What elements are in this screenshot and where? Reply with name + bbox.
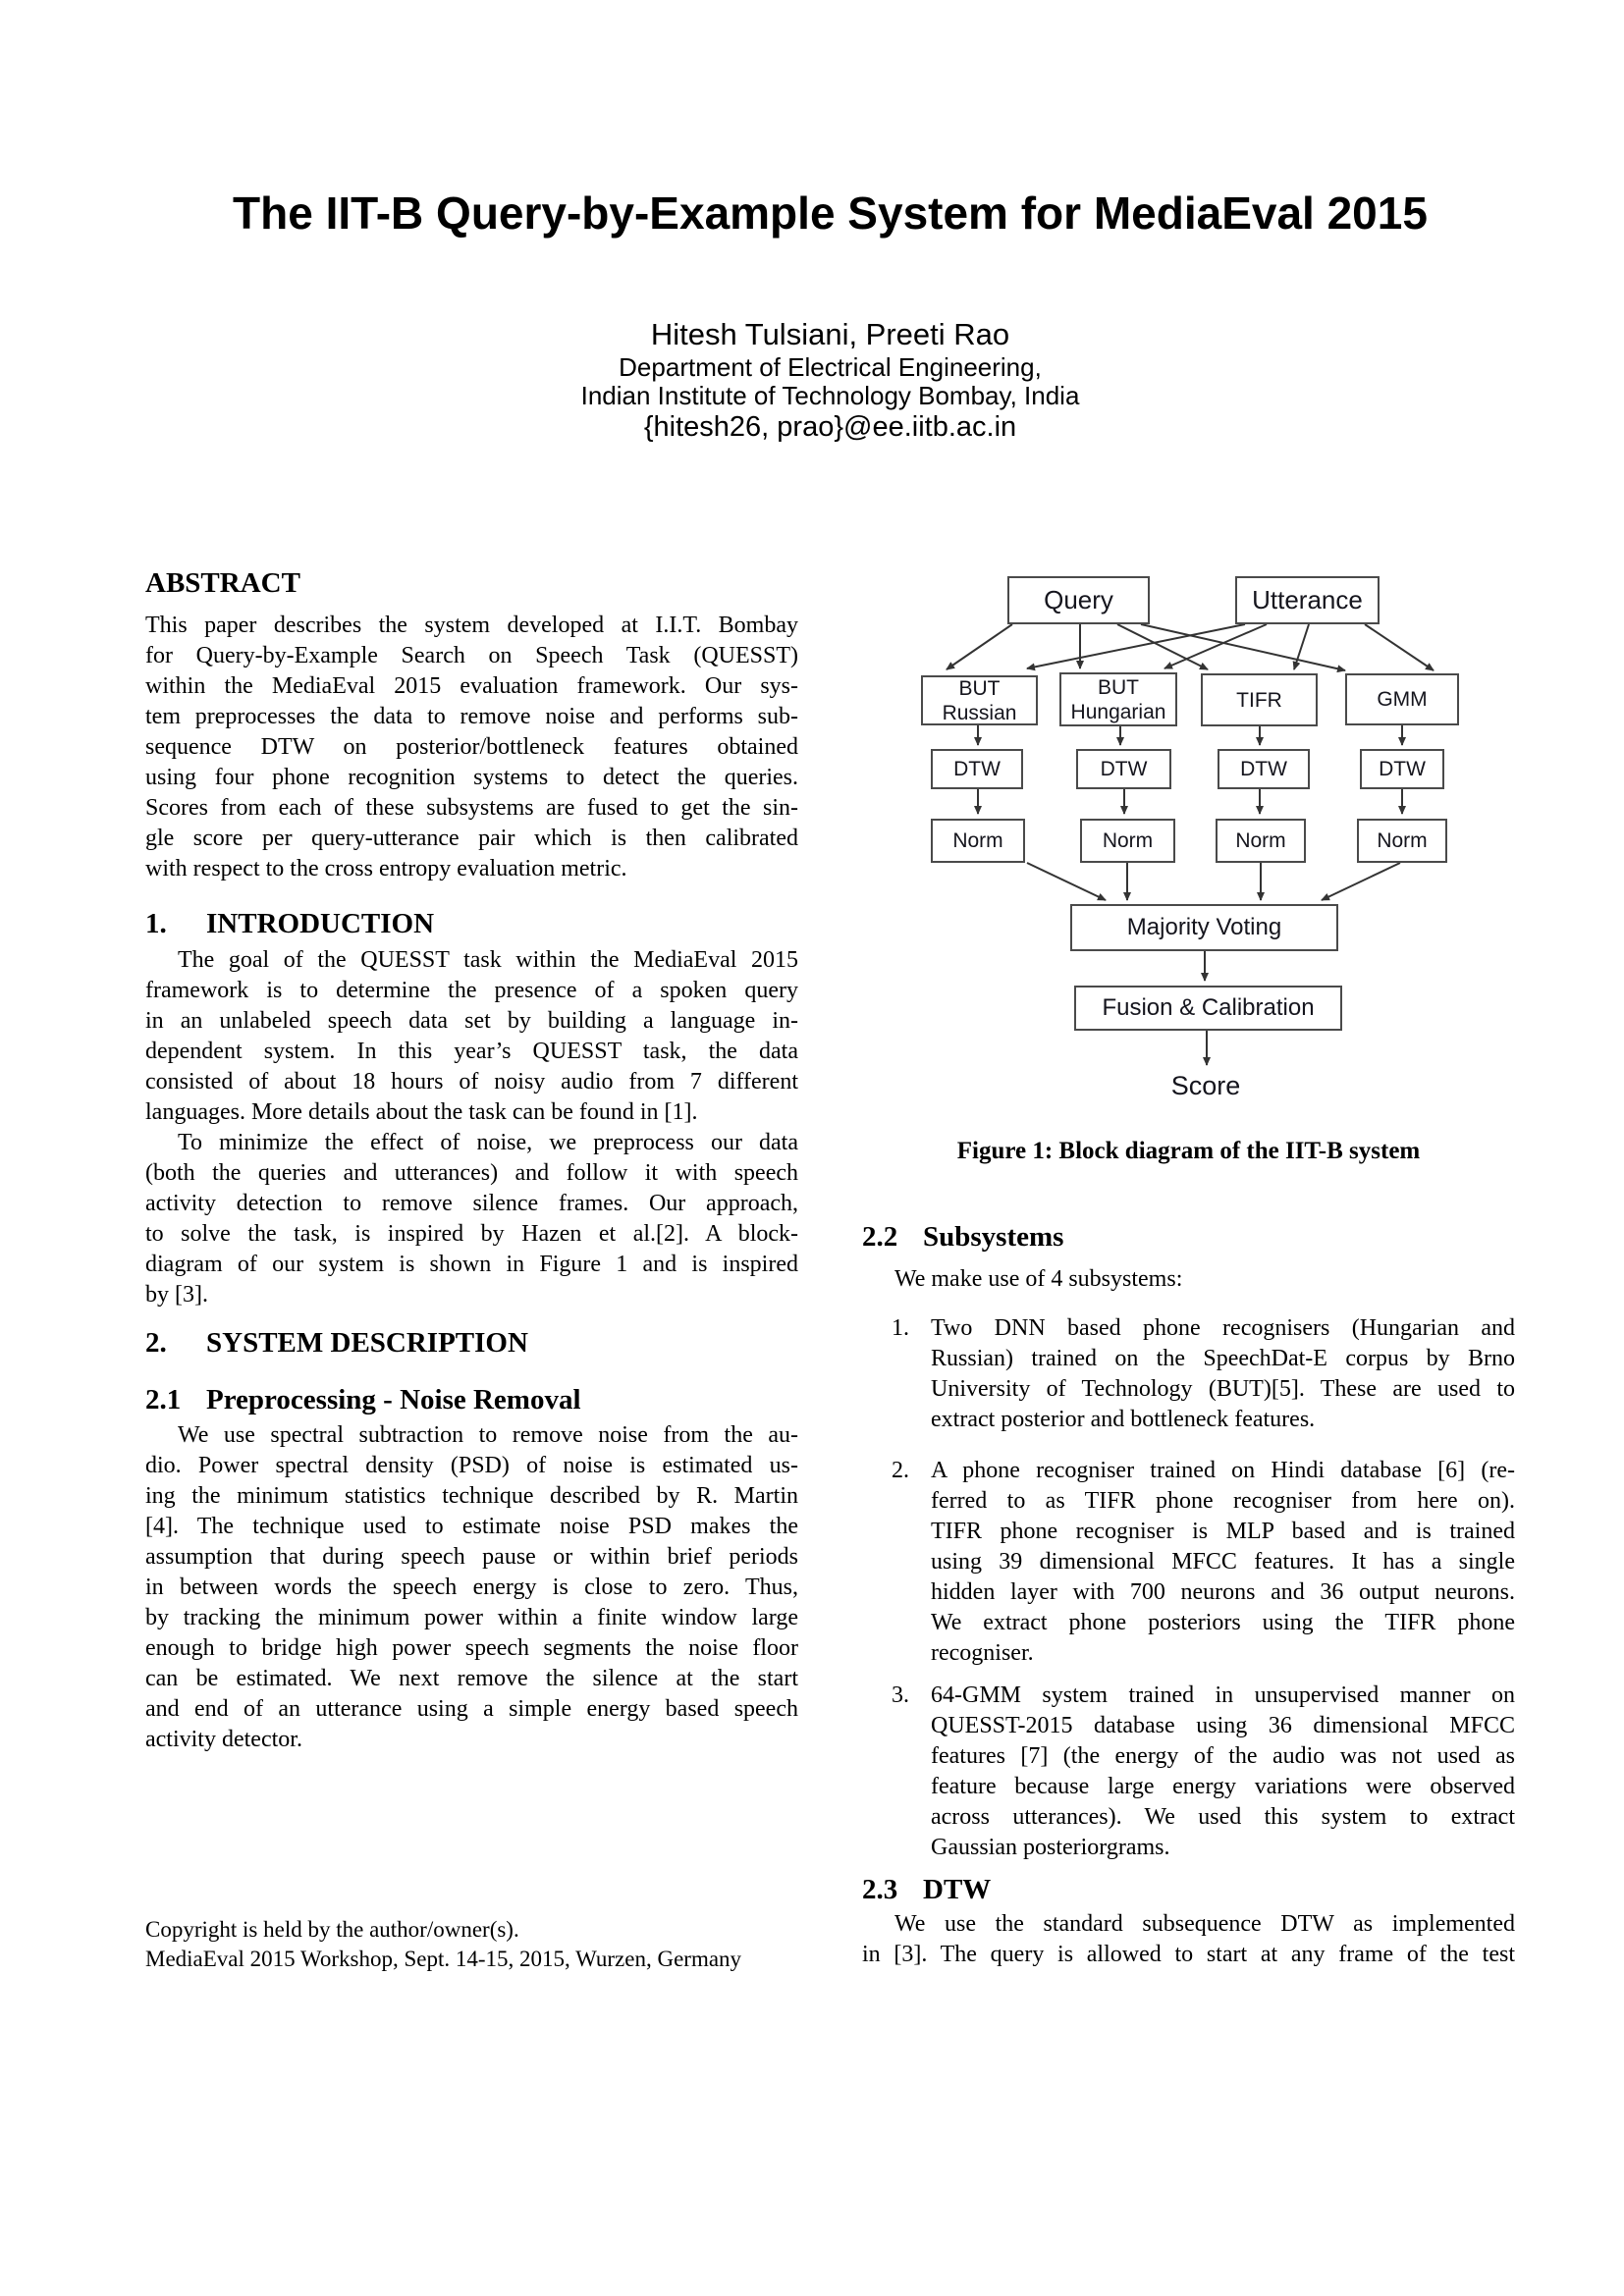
text-line: by tracking the minimum power within a finite window large <box>145 1605 798 1630</box>
text-line: 64-GMM system trained in unsupervised manner on <box>931 1682 1515 1708</box>
figure-box-label: Hungarian <box>1070 700 1166 723</box>
figure-box-dtw-3 <box>1218 749 1310 789</box>
figure-box-norm-4 <box>1357 819 1447 863</box>
list-item-text <box>931 1456 1515 1669</box>
figure-box-label: DTW <box>1100 757 1148 780</box>
text-line: within the MediaEval 2015 evaluation framework. Our sys- <box>145 673 798 699</box>
subsystem-list-item-1 <box>862 1313 1515 1435</box>
figure-box-utterance <box>1235 576 1380 624</box>
text-line: to solve the task, is inspired by Hazen et al.[2]. A block- <box>145 1221 798 1247</box>
author-department: Department of Electrical Engineering, <box>619 352 1042 382</box>
figure-box-but-hungarian <box>1059 672 1177 726</box>
text-line: ferred to as TIFR phone recogniser from here on). <box>931 1488 1515 1514</box>
text-line: for Query-by-Example Search on Speech Task (QUESST) <box>145 643 798 668</box>
text-line: QUESST-2015 database using 36 dimensional MFCC <box>931 1713 1515 1738</box>
figure-box-label: Russian <box>942 701 1017 724</box>
figure-box-label: BUT <box>1098 675 1139 699</box>
text-line: and end of an utterance using a simple energy based speech <box>145 1696 798 1722</box>
figure-box-dtw-2 <box>1076 749 1171 789</box>
text-line: in [3]. The query is allowed to start at any frame of the test <box>862 1942 1515 1967</box>
list-item-text <box>931 1313 1515 1435</box>
text-line: by [3]. <box>145 1282 208 1308</box>
text-line: tem preprocesses the data to remove noise and performs sub- <box>145 704 798 729</box>
figure-box-label: DTW <box>1240 757 1287 780</box>
subsystems-intro-line <box>862 1264 1515 1295</box>
list-item-number: 2. <box>892 1458 909 1483</box>
figure-box-label: Norm <box>1102 828 1154 852</box>
copyright-line: Copyright is held by the author/owner(s). <box>145 1917 519 1942</box>
section-heading-introduction <box>145 906 798 942</box>
author-names: Hitesh Tulsiani, Preeti Rao <box>650 317 1010 351</box>
figure-box-label: DTW <box>1379 757 1426 780</box>
preprocessing-paragraph <box>145 1420 798 1755</box>
text-line: enough to bridge high power speech segments the noise floor <box>145 1635 798 1661</box>
text-line: (both the queries and utterances) and follow it with speech <box>145 1160 798 1186</box>
text-line: feature because large energy variations were observed <box>931 1774 1515 1799</box>
text-line: To minimize the effect of noise, we preprocess our data <box>178 1130 798 1155</box>
text-line: Gaussian posteriorgrams. <box>931 1835 1170 1860</box>
text-line: Scores from each of these subsystems are fused to get the sin- <box>145 795 798 821</box>
figure-box-label: Norm <box>1235 828 1286 852</box>
text-line: can be estimated. We next remove the silence at the start <box>145 1666 798 1691</box>
abstract-heading: ABSTRACT <box>145 567 300 599</box>
right-column <box>862 1220 1515 1970</box>
figure-box-label: Norm <box>952 828 1003 852</box>
text-line: using 39 dimensional MFCC features. It has a single <box>931 1549 1515 1575</box>
figure-box-label: BUT <box>958 676 1001 700</box>
figure-1-block-diagram <box>862 567 1515 1117</box>
figure-box-fusion-calibration <box>1074 986 1342 1031</box>
text-line: framework is to determine the presence of a spoken query <box>145 978 798 1003</box>
text-line: assumption that during speech pause or within brief periods <box>145 1544 798 1570</box>
text-line: Two DNN based phone recognisers (Hungarian and <box>931 1315 1515 1341</box>
paper-title: The IIT-B Query-by-Example System for MediaEval 2015 <box>233 187 1428 239</box>
section-heading-system-description <box>145 1325 798 1362</box>
text-line: The goal of the QUESST task within the MediaEval 2015 <box>178 947 798 973</box>
figure-box-dtw-4 <box>1360 749 1444 789</box>
figure-box-norm-3 <box>1216 819 1306 863</box>
subsection-number: 2.1 <box>145 1384 182 1415</box>
subsection-heading-preprocessing <box>145 1383 798 1417</box>
text-line: in between words the speech energy is close to zero. Thus, <box>145 1575 798 1600</box>
text-line: using four phone recognition systems to detect the queries. <box>145 765 798 790</box>
section-title: INTRODUCTION <box>206 908 435 939</box>
text-line: extract posterior and bottleneck features. <box>931 1407 1316 1432</box>
left-column <box>145 566 798 1755</box>
section-title: SYSTEM DESCRIPTION <box>206 1327 528 1359</box>
text-line: Russian) trained on the SpeechDat-E corpus by Brno <box>931 1346 1515 1371</box>
figure-box-label: Fusion & Calibration <box>1102 994 1315 1021</box>
figure-box-but-russian <box>921 675 1038 725</box>
figure-box-dtw-1 <box>931 749 1023 789</box>
introduction-paragraph-2 <box>145 1128 798 1310</box>
text-line: across utterances). We used this system to extract <box>931 1804 1515 1830</box>
introduction-paragraph-1 <box>145 945 798 1128</box>
figure-box-gmm <box>1345 673 1459 725</box>
text-line: in an unlabeled speech data set by building a language in- <box>145 1008 798 1034</box>
figure-box-label: DTW <box>953 757 1001 780</box>
text-line: This paper describes the system developed at I.I.T. Bombay <box>145 613 798 638</box>
figure-box-label: Majority Voting <box>1126 914 1282 940</box>
subsection-number: 2.2 <box>862 1221 898 1253</box>
figure-box-label: Query <box>1044 585 1113 614</box>
subsection-title: Subsystems <box>923 1221 1064 1253</box>
figure-box-norm-1 <box>931 819 1025 863</box>
subsystem-list-item-2 <box>862 1456 1515 1669</box>
text-line: We use spectral subtraction to remove noise from the au- <box>178 1422 798 1448</box>
list-item-text <box>931 1681 1515 1863</box>
text-line: We use the standard subsequence DTW as implemented <box>894 1911 1515 1937</box>
figure-caption: Figure 1: Block diagram of the IIT-B system <box>956 1138 1421 1164</box>
figure-box-query <box>1007 576 1150 624</box>
text-line: dependent system. In this year’s QUESST task, the data <box>145 1039 798 1064</box>
text-line: with respect to the cross entropy evaluation metric. <box>145 856 627 881</box>
subsection-title: Preprocessing - Noise Removal <box>206 1384 581 1415</box>
text-line: languages. More details about the task can be found in [1]. <box>145 1099 698 1125</box>
text-line: features [7] (the energy of the audio was not used as <box>931 1743 1515 1769</box>
figure-box-tifr <box>1201 673 1318 726</box>
abstract-paragraph <box>145 611 798 884</box>
subsection-heading-subsystems <box>862 1220 1515 1255</box>
subsection-number: 2.3 <box>862 1874 898 1905</box>
text-line: recogniser. <box>931 1640 1034 1666</box>
text-line: sequence DTW on posterior/bottleneck features obtained <box>145 734 798 760</box>
figure-box-norm-2 <box>1080 819 1175 863</box>
text-line: [4]. The technique used to estimate noise PSD makes the <box>145 1514 798 1539</box>
text-line: We extract phone posteriors using the TIFR phone <box>931 1610 1515 1635</box>
workshop-line: MediaEval 2015 Workshop, Sept. 14-15, 2015, Wurzen, Germany <box>145 1947 742 1971</box>
subsystem-list-item-3 <box>862 1681 1515 1863</box>
text-line: activity detector. <box>145 1727 302 1752</box>
figure-box-majority-voting <box>1070 904 1338 951</box>
list-item-number: 1. <box>892 1315 909 1341</box>
text-line: gle score per query-utterance pair which is then calibrated <box>145 826 798 851</box>
subsection-title: DTW <box>923 1874 992 1905</box>
section-number: 2. <box>145 1327 167 1359</box>
figure-box-label: Norm <box>1377 828 1428 852</box>
text-line: We make use of 4 subsystems: <box>894 1266 1183 1292</box>
figure-box-label: GMM <box>1377 688 1428 711</box>
figure-box-label: Utterance <box>1252 585 1363 614</box>
text-line: University of Technology (BUT)[5]. These are used to <box>931 1376 1515 1402</box>
text-line: hidden layer with 700 neurons and 36 output neurons. <box>931 1579 1515 1605</box>
subsection-heading-dtw <box>862 1873 1515 1907</box>
text-line: consisted of about 18 hours of noisy audio from 7 different <box>145 1069 798 1095</box>
text-line: TIFR phone recogniser is MLP based and is trained <box>931 1519 1515 1544</box>
copyright-block <box>145 1915 798 1974</box>
author-email: {hitesh26, prao}@ee.iitb.ac.in <box>643 411 1017 443</box>
section-number: 1. <box>145 908 167 939</box>
author-institution: Indian Institute of Technology Bombay, India <box>580 381 1080 410</box>
figure-score-label: Score <box>1170 1071 1241 1100</box>
text-line: diagram of our system is shown in Figure 1 and is inspired <box>145 1252 798 1277</box>
text-line: activity detection to remove silence frames. Our approach, <box>145 1191 798 1216</box>
figure-box-label: TIFR <box>1236 688 1282 712</box>
list-item-number: 3. <box>892 1682 909 1708</box>
text-line: A phone recogniser trained on Hindi database [6] (re- <box>931 1458 1515 1483</box>
dtw-paragraph <box>862 1909 1515 1970</box>
text-line: ing the minimum statistics technique described by R. Martin <box>145 1483 798 1509</box>
text-line: dio. Power spectral density (PSD) of noise is estimated us- <box>145 1453 798 1478</box>
author-block <box>145 316 1515 445</box>
